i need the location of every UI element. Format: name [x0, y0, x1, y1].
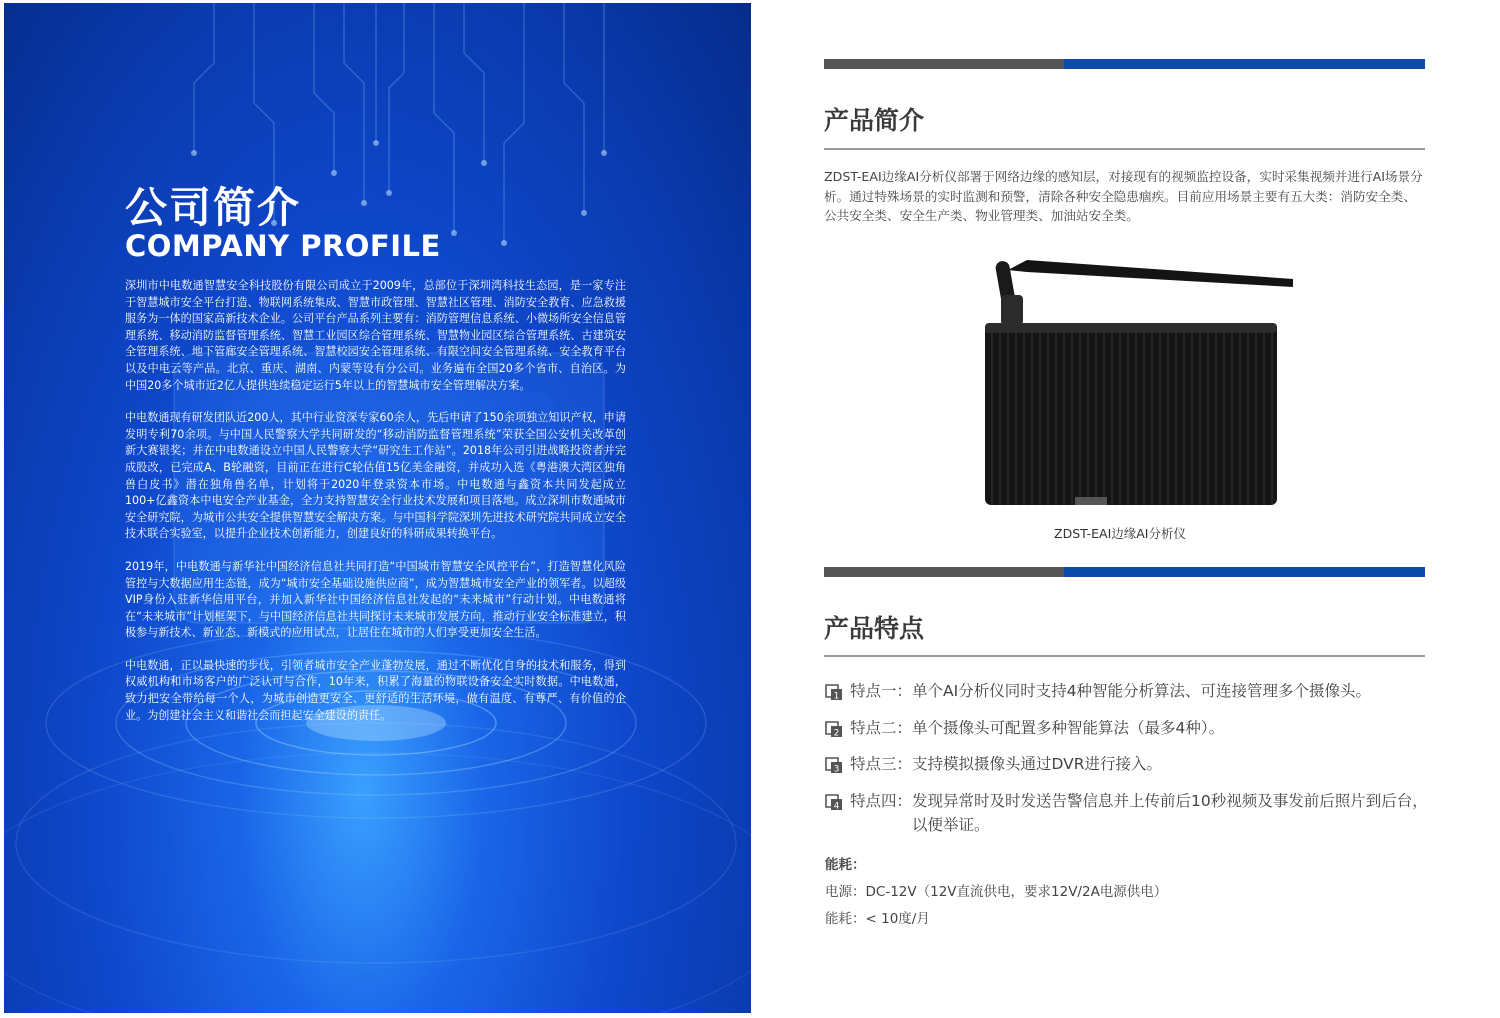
feature-4-icon: [824, 791, 844, 811]
svg-text:2: 2: [833, 728, 840, 738]
product-image-caption: ZDST-EAI边缘AI分析仪: [1054, 526, 1186, 541]
company-profile-panel: [4, 3, 751, 1013]
feature-item: [824, 716, 1432, 740]
feature-text: 支持模拟摄像头通过DVR进行接入。: [912, 755, 1163, 773]
feature-text: 单个AI分析仪同时支持4种智能分析算法、可连接管理多个摄像头。: [912, 682, 1372, 700]
company-subtitle: COMPANY PROFILE: [125, 229, 441, 263]
company-description: [125, 278, 626, 740]
company-paragraph: 深圳市中电数通智慧安全科技股份有限公司成立于2009年，总部位于深圳湾科技生态园，是一家专注于智慧城市安全平台打造、物联网系统集成、智慧市政管理、智慧社区管理、消防安全教育、应急救援服务为一体的国家高新技术企业。公司平台产品系列主要有：消防管理信息系统、小微场所安全信息管理系统、移动消防监督管理系统、智慧工业园区综合管理系统、智慧物业园区综合管理系统、古建筑安全管理系统、地下管廊安全管理系统、智慧校园安全管理系统、有限空间安全管理系统、安全教育平台以及中电云等产品。北京、重庆、湖南、内蒙等设有分公司。业务遍布全国20多个省市、自治区。为中国20多个城市近2亿人提供连续稳定运行5年以上的智慧城市安全管理解决方案。: [125, 279, 626, 392]
company-title: 公司简介: [125, 183, 302, 232]
company-paragraph: 2019年，中电数通与新华社中国经济信息社共同打造“中国城市智慧安全风控平台”，打造智慧化风险管控与大数据应用生态链，成为“城市安全基础设施供应商”，成为智慧城市安全产业的领军者。以超级VIP身份入驻新华信用平台，并加入新华社中国经济信息社发起的“未来城市”行动计划。中电数通将在“未来城市”计划框架下，与中国经济信息社共同探讨未来城市发展方向，推动行业安全标准建立，积极参与新技术、新业态、新模式的应用试点，让居住在城市的人们享受更加安全生活。: [125, 559, 626, 640]
power-title: 能耗：: [825, 857, 866, 873]
section-divider-bar: [824, 59, 1425, 69]
company-paragraph: 中电数通现有研发团队近200人，其中行业资深专家60余人，先后申请了150余项独立知识产权，申请发明专利70余项。与中国人民警察大学共同研发的“移动消防监督管理系统”荣获全国公安机关改革创新大赛银奖；并在中电数通设立中国人民警察大学“研究生工作站”。2018年公司引进战略投资者并完成股改，已完成A、B轮融资，目前正在进行C轮估值15亿美金融资，并成功入选《粤港澳大湾区独角兽白皮书》潜在独角兽名单，计划将于2020年登录资本市场。中电数通与鑫资本共同发起成立100+亿鑫资本中电安全产业基金，全力支持智慧安全行业技术发展和项目落地。成立深圳市数通城市安全研究院，为城市公共安全提供智慧安全解决方案。与中国科学院深圳先进技术研究院共同成立安全技术联合实验室，以提升企业技术创新能力，创建良好的科研成果转换平台。: [125, 411, 626, 541]
feature-label: 特点一：: [850, 682, 913, 700]
feature-item: [824, 752, 1432, 776]
product-features-title: 产品特点: [824, 614, 925, 643]
feature-2-icon: [824, 718, 844, 738]
feature-3-icon: [824, 754, 844, 774]
section-divider-bar: [824, 567, 1425, 577]
svg-text:3: 3: [833, 764, 840, 774]
company-paragraph: 中电数通，正以最快速的步伐，引领者城市安全产业蓬勃发展，通过不断优化自身的技术和服务，得到权威机构和市场客户的广泛认可与合作，10年来，积累了海量的物联设备安全实时数据。中电数通，致力把安全带给每一个人，为城市创造更安全、更舒适的生活环境，做有温度、有尊严、有价值的企业。为创建社会主义和谐社会而担起安全建设的责任。: [125, 658, 626, 722]
product-device-image: [975, 255, 1295, 507]
feature-text: 单个摄像头可配置多种智能算法（最多4种）。: [912, 719, 1225, 737]
feature-text: 发现异常时及时发送告警信息并上传前后10秒视频及事发前后照片到后台，以便举证。: [912, 792, 1428, 834]
section-rule: [824, 655, 1425, 657]
feature-1-icon: [824, 681, 844, 701]
svg-text:4: 4: [833, 801, 840, 811]
svg-text:1: 1: [833, 691, 840, 701]
feature-item: [824, 789, 1432, 837]
power-line: 电源：DC-12V（12V直流供电，要求12V/2A电源供电）: [825, 884, 1168, 900]
feature-label: 特点二：: [850, 719, 913, 737]
feature-label: 特点四：: [850, 792, 913, 810]
feature-item: [824, 679, 1432, 703]
power-line: 能耗：< 10度/月: [825, 911, 930, 927]
feature-label: 特点三：: [850, 755, 913, 773]
product-intro-text: ZDST-EAI边缘AI分析仪部署于网络边缘的感知层，对接现有的视频监控设备，实时采集视频并进行AI场景分析。通过特殊场景的实时监测和预警，清除各种安全隐患痼疾。目前应用场景主要有五大类：消防安全类、公共安全类、安全生产类、物业管理类、加油站安全类。: [824, 169, 1423, 224]
section-rule: [824, 148, 1425, 150]
product-intro-title: 产品简介: [824, 106, 925, 135]
